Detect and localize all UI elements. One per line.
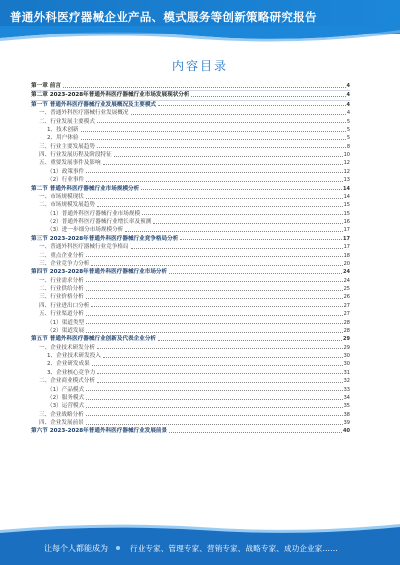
toc-leader-dots xyxy=(103,357,343,358)
toc-entry-page: 26 xyxy=(343,294,350,301)
toc-leader-dots xyxy=(86,181,343,182)
toc-leader-dots xyxy=(86,290,343,291)
toc-leader-dots xyxy=(86,172,343,173)
toc-entry[interactable] xyxy=(31,260,350,268)
toc-entry-page: 39 xyxy=(343,420,350,426)
toc-entry-title: 三、行业价格分析 xyxy=(39,294,84,301)
toc-entry[interactable] xyxy=(31,360,350,368)
toc-entry-page: 4 xyxy=(346,92,350,99)
toc-entry[interactable] xyxy=(31,310,350,318)
toc-entry[interactable] xyxy=(31,293,350,301)
toc-leader-dots xyxy=(97,382,343,383)
toc-entry-page: 34 xyxy=(343,394,350,401)
toc-entry-title: 二、企业商业模式分析 xyxy=(39,378,95,385)
toc-entry-page: 31 xyxy=(343,369,350,376)
header-wave-decoration xyxy=(0,26,400,44)
toc-entry[interactable] xyxy=(31,369,350,377)
toc-entry[interactable] xyxy=(31,134,350,142)
toc-leader-dots xyxy=(131,248,343,249)
toc-leader-dots xyxy=(114,156,343,157)
toc-entry[interactable] xyxy=(31,210,350,218)
toc-entry-page: 32 xyxy=(343,378,350,385)
toc-entry[interactable] xyxy=(31,352,350,360)
toc-entry-title: （3）运营模式 xyxy=(47,403,85,410)
toc-leader-dots xyxy=(92,365,343,366)
toc-entry[interactable] xyxy=(31,235,350,243)
toc-entry[interactable] xyxy=(31,168,350,176)
toc-entry-title: （1）渠道类型 xyxy=(47,319,85,326)
toc-entry[interactable] xyxy=(31,176,350,184)
toc-entry-page: 35 xyxy=(343,403,350,410)
toc-leader-dots xyxy=(180,239,342,240)
toc-entry-title: 二、市场规模发展趋势 xyxy=(39,202,95,209)
toc-entry-page: 24 xyxy=(343,269,350,276)
toc-entry-title: 三、行业主要发展趋势 xyxy=(39,143,95,150)
toc-entry[interactable] xyxy=(31,159,350,167)
toc-leader-dots xyxy=(86,298,343,299)
toc-entry-page: 14 xyxy=(343,185,350,192)
toc-leader-dots xyxy=(125,231,342,232)
toc-entry-title: 五、重要发展事件及影响 xyxy=(39,160,101,167)
toc-entry[interactable] xyxy=(31,302,350,310)
toc-entry[interactable] xyxy=(31,402,350,410)
toc-entry-page: 20 xyxy=(343,260,350,267)
toc-entry-title: 二、行业发展主要模式 xyxy=(39,118,95,125)
toc-leader-dots xyxy=(97,348,343,349)
footer-slogan: 让每个人都能成为 xyxy=(44,544,108,553)
toc-entry-page: 15 xyxy=(343,210,350,217)
toc-entry-title: （2）渠道发展 xyxy=(47,327,85,334)
toc-entry-page: 10 xyxy=(343,152,350,158)
toc-leader-dots xyxy=(142,214,343,215)
toc-leader-dots xyxy=(81,139,346,140)
toc-entry-page: 5 xyxy=(346,135,350,142)
toc-entry[interactable] xyxy=(31,118,350,126)
toc-leader-dots xyxy=(86,198,343,199)
toc-entry[interactable] xyxy=(31,201,350,209)
toc-leader-dots xyxy=(169,273,342,274)
toc-entry[interactable] xyxy=(31,268,350,276)
toc-entry[interactable] xyxy=(31,427,350,435)
table-of-contents xyxy=(31,82,350,436)
toc-entry[interactable] xyxy=(31,344,350,352)
toc-entry[interactable] xyxy=(31,319,350,327)
toc-entry-page: 28 xyxy=(343,319,350,326)
toc-entry[interactable] xyxy=(31,226,350,234)
toc-entry[interactable] xyxy=(31,377,350,385)
toc-title: 内容目录 xyxy=(171,59,228,73)
toc-leader-dots xyxy=(63,87,346,88)
toc-entry-page: 30 xyxy=(343,353,350,359)
toc-entry-page: 16 xyxy=(343,219,350,225)
toc-entry-page: 33 xyxy=(343,386,350,393)
toc-entry[interactable] xyxy=(31,335,350,343)
toc-entry-title: （1）产品模式 xyxy=(47,386,85,393)
toc-leader-dots xyxy=(86,424,343,425)
toc-entry-page: 5 xyxy=(346,126,350,133)
toc-leader-dots xyxy=(141,189,342,190)
toc-entry-title: 四、行业进出口分析 xyxy=(39,302,90,309)
toc-entry-title: 第四节 2023-2028年普通外科医疗器械行业市场分析 xyxy=(31,269,168,276)
toc-entry[interactable] xyxy=(31,386,350,394)
toc-entry-page: 25 xyxy=(343,286,350,292)
toc-entry-title: 第一节 普通外科医疗器械行业发展概况及主要模式 xyxy=(31,101,157,108)
toc-leader-dots xyxy=(91,306,342,307)
toc-entry-title: 第二章 2023-2028年普通外科医疗器械行业市场发展现状分析 xyxy=(31,92,190,99)
toc-entry-title: 第五节 普通外科医疗器械行业创新及代表企业分析 xyxy=(31,336,157,343)
toc-entry-title: 五、行业渠道分析 xyxy=(39,311,84,318)
toc-entry[interactable] xyxy=(31,218,350,226)
toc-entry-title: 三、企业竞争力分析 xyxy=(39,260,90,267)
toc-entry-title: 三、企业战略分析 xyxy=(39,411,84,418)
toc-leader-dots xyxy=(86,407,343,408)
toc-entry[interactable] xyxy=(31,327,350,335)
toc-entry[interactable] xyxy=(31,394,350,402)
toc-leader-dots xyxy=(97,147,346,148)
toc-entry[interactable] xyxy=(31,101,350,109)
toc-entry-page: 14 xyxy=(343,193,350,200)
toc-entry-title: （1）政策事件 xyxy=(47,168,85,175)
toc-entry-title: 第六节 2023-2028年普通外科医疗器械行业发展前景 xyxy=(31,428,168,435)
toc-leader-dots xyxy=(169,432,342,433)
report-title: 普通外科医疗器械企业产品、模式服务等创新策略研究报告 xyxy=(10,10,317,24)
toc-leader-dots xyxy=(86,323,343,324)
toc-entry-title: （3）进一步细分市场规模分析 xyxy=(47,227,124,234)
toc-entry[interactable] xyxy=(31,151,350,159)
toc-entry-page: 29 xyxy=(343,344,350,351)
toc-entry[interactable] xyxy=(31,143,350,151)
toc-entry-page: 27 xyxy=(343,302,350,309)
toc-entry-page: 4 xyxy=(346,83,350,89)
footer-bullet xyxy=(116,546,120,550)
toc-entry-page: 24 xyxy=(343,277,350,284)
toc-entry-title: 一、普通外科医疗器械行业竞争格局 xyxy=(39,244,129,251)
toc-leader-dots xyxy=(97,373,342,374)
toc-leader-dots xyxy=(153,223,342,224)
toc-entry[interactable] xyxy=(31,185,350,193)
toc-leader-dots xyxy=(86,256,343,257)
toc-entry-page: 30 xyxy=(343,361,350,368)
toc-entry-title: 四、行业发展历程及阶段特征 xyxy=(39,152,112,158)
toc-entry[interactable] xyxy=(31,243,350,251)
toc-entry-title: 一、行业需求分析 xyxy=(39,277,84,284)
toc-leader-dots xyxy=(191,96,345,97)
toc-entry-page: 15 xyxy=(343,202,350,209)
toc-entry[interactable] xyxy=(31,411,350,419)
toc-entry-title: 一、企业技术研发分析 xyxy=(39,344,95,351)
toc-entry-title: （2）服务模式 xyxy=(47,394,85,401)
toc-entry-page: 38 xyxy=(343,411,350,418)
toc-entry-page: 12 xyxy=(343,168,350,175)
toc-entry-title: 第二节 普通外科医疗器械行业市场规模分析 xyxy=(31,185,140,192)
toc-entry-page: 17 xyxy=(343,227,350,234)
toc-entry[interactable] xyxy=(31,285,350,293)
toc-entry[interactable] xyxy=(31,252,350,260)
toc-entry-page: 28 xyxy=(343,327,350,334)
toc-leader-dots xyxy=(86,281,343,282)
toc-leader-dots xyxy=(158,105,346,106)
toc-leader-dots xyxy=(86,315,343,316)
toc-entry-title: 2、用户体验 xyxy=(47,135,79,142)
toc-entry-page: 17 xyxy=(343,244,350,251)
toc-entry-page: 8 xyxy=(346,143,350,150)
toc-leader-dots xyxy=(131,114,346,115)
toc-entry-page: 12 xyxy=(343,160,350,167)
toc-entry-title: （2）普通外科医疗器械行业增长率及预测 xyxy=(47,219,152,225)
toc-entry-title: 一、普通外科医疗器械行业发展概况 xyxy=(39,110,129,117)
toc-entry-title: 四、企业发展前景 xyxy=(39,420,84,426)
toc-entry[interactable] xyxy=(31,109,350,117)
toc-entry-title: 二、行业供给分析 xyxy=(39,286,84,292)
toc-entry-page: 29 xyxy=(343,336,350,343)
toc-entry-page: 18 xyxy=(343,252,350,259)
toc-entry-page: 4 xyxy=(346,101,350,108)
toc-entry-page: 40 xyxy=(343,428,350,435)
toc-leader-dots xyxy=(86,390,343,391)
toc-entry-title: 2、企业研发成果 xyxy=(47,361,90,368)
toc-entry[interactable] xyxy=(31,277,350,285)
toc-entry[interactable] xyxy=(31,126,350,134)
toc-entry-title: （2）行业事件 xyxy=(47,177,85,184)
toc-leader-dots xyxy=(86,399,343,400)
toc-entry-page: 4 xyxy=(346,110,350,117)
toc-entry-page: 5 xyxy=(346,118,350,125)
toc-leader-dots xyxy=(86,415,343,416)
toc-entry-title: 二、重点企业分析 xyxy=(39,252,84,259)
toc-entry[interactable] xyxy=(31,91,350,100)
toc-leader-dots xyxy=(86,332,343,333)
toc-leader-dots xyxy=(158,340,342,341)
toc-entry-title: 一、市场规模现状 xyxy=(39,193,84,200)
toc-entry[interactable] xyxy=(31,82,350,91)
toc-entry-title: 1、企业技术研发投入 xyxy=(47,353,101,359)
toc-leader-dots xyxy=(97,122,346,123)
toc-entry-title: 3、企业核心竞争力 xyxy=(47,369,96,376)
toc-entry-title: 第三节 2023-2028年普通外科医疗器械行业竞争格局分析 xyxy=(31,235,179,242)
toc-entry-page: 17 xyxy=(343,235,350,242)
toc-leader-dots xyxy=(91,265,342,266)
toc-entry-title: 第一章 前言 xyxy=(31,83,61,89)
toc-entry-page: 13 xyxy=(343,177,350,184)
toc-leader-dots xyxy=(97,206,343,207)
toc-leader-dots xyxy=(103,164,343,165)
toc-entry[interactable] xyxy=(31,419,350,427)
footer-tagline: 行业专家、管理专家、营销专家、战略专家、成功企业家…… xyxy=(130,544,338,553)
toc-entry-title: 1、技术创新 xyxy=(47,126,79,133)
toc-entry-page: 27 xyxy=(343,311,350,318)
toc-entry[interactable] xyxy=(31,193,350,201)
toc-leader-dots xyxy=(81,131,346,132)
toc-entry-title: （1）普通外科医疗器械行业市场规模 xyxy=(47,210,141,217)
